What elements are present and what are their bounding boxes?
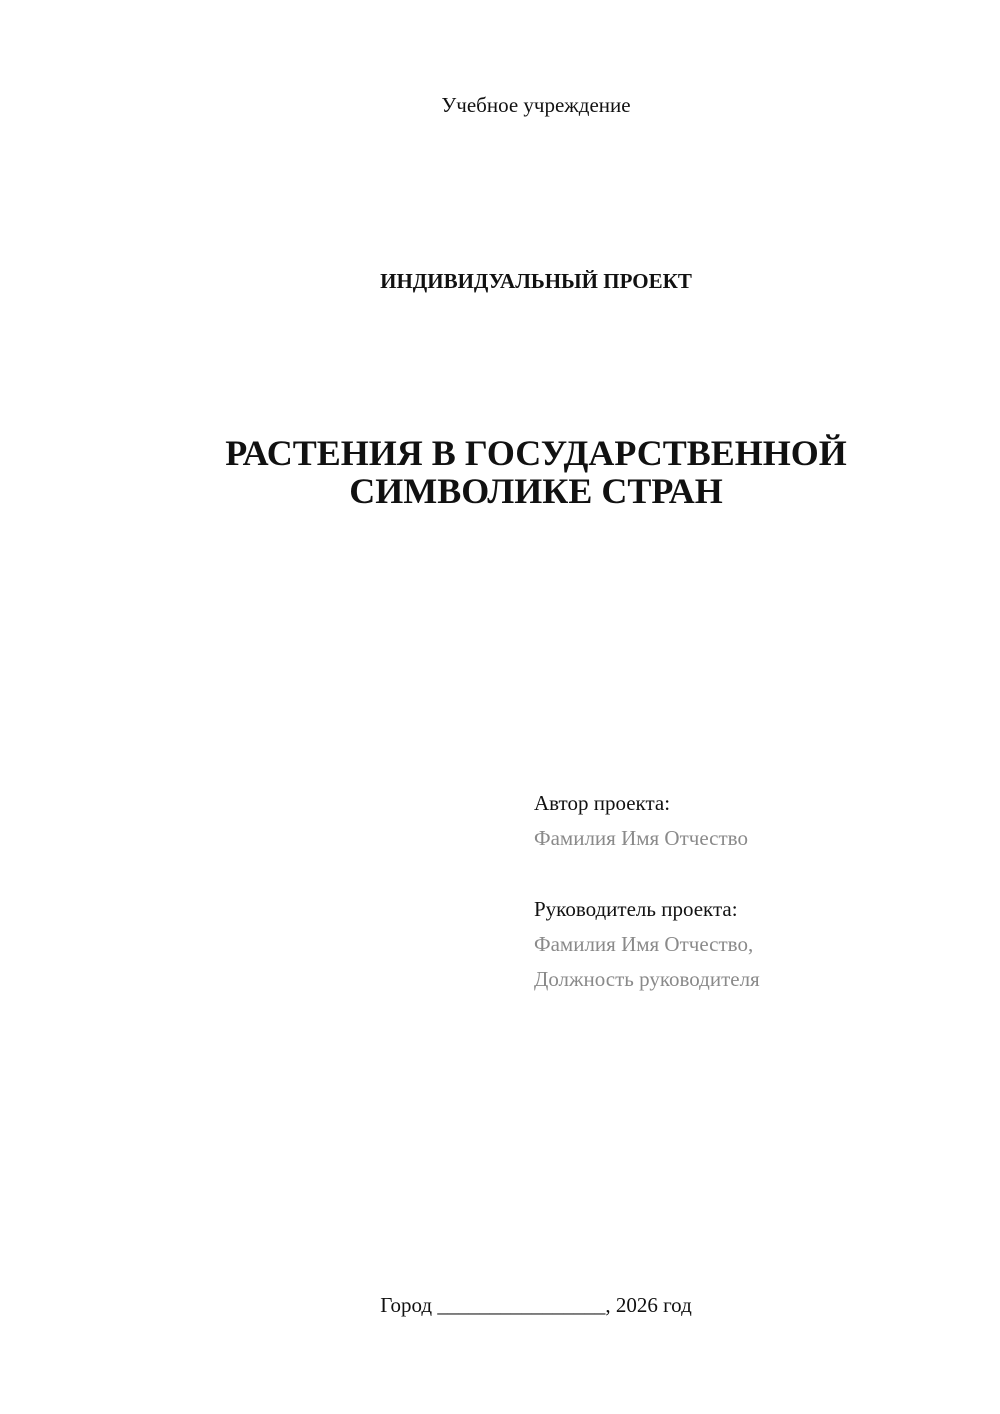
institution-name: Учебное учреждение bbox=[441, 93, 631, 117]
project-title-line-1: РАСТЕНИЯ В ГОСУДАРСТВЕННОЙ bbox=[225, 433, 847, 473]
supervisor-position: Должность руководителя bbox=[534, 967, 760, 991]
author-label: Автор проекта: bbox=[534, 791, 671, 815]
supervisor-name: Фамилия Имя Отчество, bbox=[534, 932, 754, 956]
document-type: ИНДИВИДУАЛЬНЫЙ ПРОЕКТ bbox=[380, 269, 692, 293]
project-title bbox=[0, 434, 1000, 510]
spacer bbox=[534, 856, 974, 892]
city-year-footer: Город ________________, 2026 год bbox=[380, 1293, 692, 1317]
author-name: Фамилия Имя Отчество bbox=[534, 826, 748, 850]
supervisor-label: Руководитель проекта: bbox=[534, 897, 738, 921]
project-people-block bbox=[534, 786, 974, 997]
project-title-line-2: СИМВОЛИКЕ СТРАН bbox=[349, 471, 723, 511]
